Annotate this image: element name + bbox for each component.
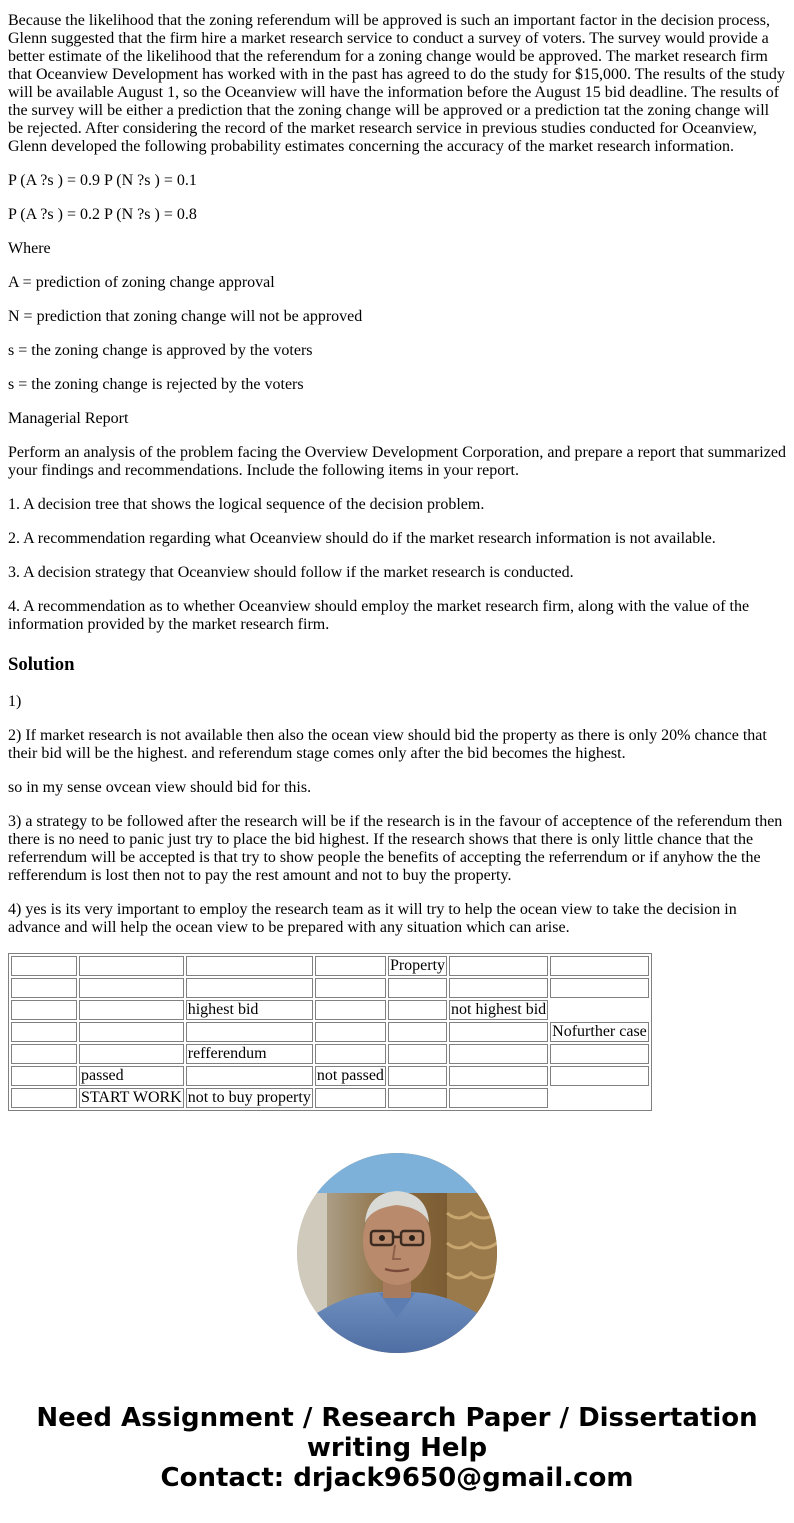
- decision-tree-table: [8, 953, 652, 1111]
- not-highest-bid-cell: not highest bid: [451, 1001, 547, 1018]
- footer-line-1: Need Assignment / Research Paper / Dissertation: [36, 1403, 758, 1433]
- probability-line-2: P (A ?s ) = 0.2 P (N ?s ) = 0.8: [8, 206, 197, 223]
- no-further-case-cell: Nofurther case: [552, 1023, 647, 1040]
- where-label: Where: [8, 240, 51, 257]
- avatar: [297, 1153, 497, 1353]
- property-cell: Property: [389, 957, 446, 974]
- answer-2: 2) If market research is not available then also the ocean view should bid the property as there is only 20% chance that their bid will be the highest. and referendum stage comes only after the bid becomes the highest.: [8, 727, 767, 762]
- probability-line-1: P (A ?s ) = 0.9 P (N ?s ) = 0.1: [8, 172, 197, 189]
- table-row: [11, 1066, 649, 1086]
- report-item-3: 3. A decision strategy that Oceanview should follow if the market research is conducted.: [8, 564, 574, 581]
- answer-1: 1): [8, 693, 22, 710]
- report-item-2: 2. A recommendation regarding what Oceanview should do if the market research information is not available.: [8, 530, 716, 547]
- table-row: [11, 956, 649, 976]
- definition-a: A = prediction of zoning change approval: [8, 274, 275, 291]
- definition-s-approved: s = the zoning change is approved by the voters: [8, 342, 313, 359]
- footer-line-2: writing Help: [306, 1433, 488, 1463]
- question-intro: Because the likelihood that the zoning referendum will be approved is such an important factor in the decision process, Glenn suggested that the firm hire a market research service to conduct a survey of voters. The survey would provide a better estimate of the likelihood that the referendum for a zoning change would be approved. The market research firm that Oceanview Development has worked with in the past has agreed to do the study for $15,000. The results of the study will be available August 1, so the Oceanview will have the information before the August 15 bid deadline. The results of the survey will be either a prediction that the zoning change will be approved or a prediction tat the zoning change will be rejected. After considering the record of the market research service in previous studies conducted for Oceanview, Glenn developed the following probability estimates concerning the accuracy of the market research information.: [8, 12, 785, 155]
- answer-2-conclusion: so in my sense ovcean view should bid for this.: [8, 779, 312, 796]
- footer-banner: [0, 1403, 794, 1493]
- table-row: [11, 1000, 649, 1020]
- not-buy-property-cell: not to buy property: [187, 1089, 311, 1106]
- table-row: [11, 1022, 649, 1042]
- passed-cell: passed: [79, 1066, 184, 1086]
- not-passed-cell: not passed: [316, 1067, 384, 1084]
- report-item-4: 4. A recommendation as to whether Oceanview should employ the market research firm, along with the value of the information provided by the market research firm.: [8, 598, 750, 633]
- report-item-1: 1. A decision tree that shows the logical sequence of the decision problem.: [8, 496, 485, 513]
- solution-heading: Solution: [8, 654, 75, 675]
- definition-n: N = prediction that zoning change will not be approved: [8, 308, 363, 325]
- answer-4: 4) yes is its very important to employ the research team as it will try to help the ocean view to take the decision in advance and will help the ocean view to be prepared with any situation which can arise.: [8, 901, 737, 936]
- table-row: [11, 1088, 649, 1108]
- highest-bid-cell: highest bid: [186, 1000, 313, 1020]
- referendum-cell: refferendum: [186, 1044, 313, 1064]
- table-row: [11, 978, 649, 998]
- footer-contact: Contact: drjack9650@gmail.com: [160, 1463, 634, 1493]
- start-work-cell: START WORK: [81, 1089, 182, 1106]
- answer-3: 3) a strategy to be followed after the research will be if the research is in the favour of acceptence of the referendum then there is no need to panic just try to place the bid highest. If the research shows that there is only little chance that the referrendum will be accepted is that try to show people the benefits of accepting the referrendum or if anyhow the the refferendum is lost then not to pay the rest amount and not to buy the property.: [8, 813, 783, 884]
- definition-s-rejected: s = the zoning change is rejected by the voters: [8, 376, 304, 393]
- report-intro: Perform an analysis of the problem facing the Overview Development Corporation, and prepare a report that summarized your findings and recommendations. Include the following items in your report.: [8, 444, 786, 479]
- report-heading: Managerial Report: [8, 410, 129, 427]
- avatar-portrait: [297, 1153, 497, 1353]
- table-row: [11, 1044, 649, 1064]
